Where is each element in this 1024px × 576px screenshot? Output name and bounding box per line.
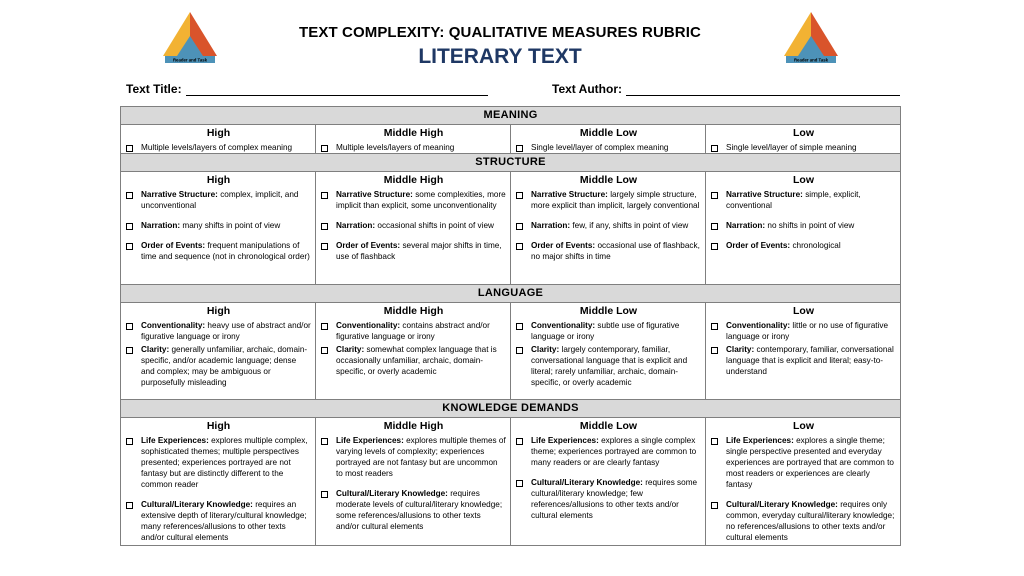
criterion-description: contains abstract and/or figurative language or irony: [336, 321, 490, 341]
text-author-label: Text Author:: [552, 82, 622, 96]
checkbox-icon[interactable]: [711, 323, 718, 330]
criterion-item[interactable]: [126, 435, 311, 490]
criterion-description: frequent manipulations of time and sequence (not in chronological order): [141, 241, 310, 261]
criterion-label: Cultural/Literary Knowledge:: [141, 500, 253, 509]
level-heading: Middle Low: [579, 174, 638, 186]
checkbox-icon[interactable]: [321, 243, 328, 250]
criterion-text: [531, 142, 668, 153]
criterion-description: somewhat complex language that is occasionally unfamiliar, archaic, domain-specific, or overly academic: [336, 345, 497, 376]
criterion-description: Single level/layer of complex meaning: [531, 143, 669, 152]
checkbox-icon[interactable]: [126, 347, 133, 354]
criterion-label: Order of Events:: [141, 241, 206, 250]
rubric-cell: [316, 172, 511, 285]
text-title-label: Text Title:: [126, 82, 182, 96]
section-header-meaning: MEANING: [121, 107, 901, 125]
criterion-description: heavy use of abstract and/or figurative language or irony: [141, 321, 311, 341]
level-heading: Low: [793, 174, 815, 186]
level-heading: Low: [793, 420, 815, 432]
criterion-item[interactable]: [516, 220, 701, 231]
criterion-label: Order of Events:: [531, 241, 596, 250]
criterion-label: Clarity:: [726, 345, 755, 354]
criterion-item[interactable]: [126, 240, 311, 262]
level-heading: Middle High: [383, 127, 444, 139]
criterion-text: [726, 344, 896, 377]
checkbox-icon[interactable]: [711, 223, 718, 230]
criterion-label: Conventionality:: [141, 321, 206, 330]
rubric-cell: [511, 303, 706, 400]
level-heading: High: [206, 305, 231, 317]
checkbox-icon[interactable]: [126, 438, 133, 445]
level-heading: Middle Low: [579, 127, 638, 139]
criterion-label: Cultural/Literary Knowledge:: [336, 489, 448, 498]
checkbox-icon[interactable]: [321, 223, 328, 230]
criterion-item[interactable]: [516, 435, 701, 468]
criterion-description: Single level/layer of simple meaning: [726, 143, 857, 152]
criterion-item[interactable]: [711, 344, 896, 377]
level-heading: Middle Low: [579, 305, 638, 317]
criterion-label: Cultural/Literary Knowledge:: [531, 478, 643, 487]
criterion-text: [141, 344, 311, 388]
criterion-description: several major shifts in time, use of flashback: [336, 241, 502, 261]
criterion-item[interactable]: [126, 189, 311, 211]
criterion-label: Cultural/Literary Knowledge:: [726, 500, 838, 509]
checkbox-icon[interactable]: [321, 192, 328, 199]
rubric-cell: [511, 418, 706, 546]
checkbox-icon[interactable]: [126, 323, 133, 330]
criterion-text: [531, 189, 701, 211]
checkbox-icon[interactable]: [126, 223, 133, 230]
criterion-description: occasional shifts in point of view: [377, 221, 494, 230]
criterion-label: Conventionality:: [336, 321, 401, 330]
level-heading: High: [206, 174, 231, 186]
criterion-label: Life Experiences:: [531, 436, 599, 445]
criterion-item[interactable]: [516, 189, 701, 211]
text-title-line[interactable]: [186, 82, 488, 96]
criterion-description: requires some cultural/literary knowledge; few references/allusions to other texts and/or cultural elements: [531, 478, 698, 520]
criterion-item[interactable]: [711, 320, 896, 342]
criterion-item[interactable]: [711, 220, 896, 231]
rubric-cell: [706, 418, 901, 546]
criterion-text: [336, 142, 454, 153]
criterion-text: [531, 477, 701, 521]
criterion-text: [726, 435, 896, 490]
criterion-item[interactable]: [321, 142, 506, 153]
criterion-item[interactable]: [126, 220, 311, 231]
criterion-text: [141, 142, 292, 153]
checkbox-icon[interactable]: [711, 347, 718, 354]
checkbox-icon[interactable]: [711, 192, 718, 199]
criterion-label: Conventionality:: [531, 321, 596, 330]
criterion-text: [336, 320, 506, 342]
criterion-text: [726, 499, 896, 543]
criterion-text: [141, 220, 280, 231]
criterion-text: [726, 142, 857, 153]
criterion-description: complex, implicit, and unconventional: [141, 190, 299, 210]
rubric-cell: [706, 125, 901, 154]
criterion-item[interactable]: [711, 499, 896, 543]
level-heading: Middle Low: [579, 420, 638, 432]
level-heading: Middle High: [383, 420, 444, 432]
criterion-description: occasional use of flashback, no major shifts in time: [531, 241, 700, 261]
criterion-label: Clarity:: [531, 345, 560, 354]
criterion-description: no shifts in point of view: [767, 221, 855, 230]
criterion-description: requires moderate levels of cultural/literary knowledge; some references/allusions to other texts and/or cultural elements: [336, 489, 503, 531]
criterion-item[interactable]: [126, 320, 311, 342]
level-heading: Middle High: [383, 305, 444, 317]
text-author-line[interactable]: [626, 82, 900, 96]
checkbox-icon[interactable]: [516, 243, 523, 250]
criterion-description: generally unfamiliar, archaic, domain-specific, and/or academic language; dense and complex; may be ambiguous or purposefully misleading: [141, 345, 308, 387]
criterion-item[interactable]: [126, 499, 311, 543]
checkbox-icon[interactable]: [516, 480, 523, 487]
criterion-item[interactable]: [321, 344, 506, 377]
section-header-knowledge: KNOWLEDGE DEMANDS: [121, 400, 901, 418]
criterion-item[interactable]: [321, 189, 506, 211]
criterion-description: explores multiple complex, sophisticated themes; multiple perspectives presented; experiences portrayed are not fantasy but are distinctly different to the common reader: [141, 436, 308, 489]
section-header-language: LANGUAGE: [121, 285, 901, 303]
criterion-description: some complexities, more implicit than explicit, some unconventionality: [336, 190, 506, 210]
criterion-text: [531, 240, 701, 262]
checkbox-icon[interactable]: [711, 243, 718, 250]
rubric-row-knowledge: [121, 418, 901, 546]
checkbox-icon[interactable]: [711, 438, 718, 445]
svg-text:Reader and Task: Reader and Task: [172, 57, 208, 63]
level-heading: Middle High: [383, 174, 444, 186]
criterion-item[interactable]: [711, 240, 896, 251]
criterion-text: [531, 320, 701, 342]
level-heading: High: [206, 420, 231, 432]
criterion-item[interactable]: [126, 142, 311, 153]
criterion-description: requires an extensive depth of literary/cultural knowledge; many references/allusions to other texts and/or cultural elements: [141, 500, 307, 542]
section-header-structure: STRUCTURE: [121, 154, 901, 172]
checkbox-icon[interactable]: [516, 438, 523, 445]
criterion-text: [726, 320, 896, 342]
criterion-description: Multiple levels/layers of complex meaning: [141, 143, 293, 152]
criterion-text: [141, 435, 311, 490]
criterion-text: [336, 189, 506, 211]
checkbox-icon[interactable]: [321, 347, 328, 354]
logo-triangle-right: [776, 10, 846, 66]
checkbox-icon[interactable]: [516, 192, 523, 199]
level-heading: Low: [793, 127, 815, 139]
svg-text:Reader and Task: Reader and Task: [793, 57, 829, 63]
rubric-cell: [121, 125, 316, 154]
rubric-cell: [511, 125, 706, 154]
criterion-text: [726, 189, 896, 211]
rubric-subtitle: LITERARY TEXT: [418, 45, 582, 68]
checkbox-icon[interactable]: [126, 145, 133, 152]
criterion-item[interactable]: [126, 344, 311, 388]
criterion-description: explores multiple themes of varying levels of complexity; experiences portrayed are not fantasy but are uncommon to most readers: [336, 436, 506, 478]
checkbox-icon[interactable]: [321, 438, 328, 445]
criterion-description: many shifts in point of view: [182, 221, 281, 230]
criterion-description: Multiple levels/layers of meaning: [336, 143, 455, 152]
criterion-item[interactable]: [516, 240, 701, 262]
criterion-text: [141, 320, 311, 342]
criterion-description: chronological: [792, 241, 841, 250]
rubric-table: [120, 106, 901, 546]
criterion-description: little or no use of figurative language or irony: [726, 321, 888, 341]
checkbox-icon[interactable]: [321, 323, 328, 330]
checkbox-icon[interactable]: [321, 145, 328, 152]
criterion-label: Order of Events:: [336, 241, 401, 250]
checkbox-icon[interactable]: [711, 502, 718, 509]
criterion-item[interactable]: [516, 344, 701, 388]
criterion-description: largely simple structure, more explicit than implicit, largely conventional: [531, 190, 700, 210]
text-title-field[interactable]: [126, 82, 488, 96]
criterion-label: Clarity:: [141, 345, 170, 354]
criterion-item[interactable]: [321, 220, 506, 231]
rubric-row-structure: [121, 172, 901, 285]
level-heading: Low: [793, 305, 815, 317]
checkbox-icon[interactable]: [516, 347, 523, 354]
checkbox-icon[interactable]: [126, 243, 133, 250]
criterion-text: [726, 240, 841, 251]
criterion-label: Conventionality:: [726, 321, 791, 330]
criterion-text: [531, 344, 701, 388]
rubric-cell: [511, 172, 706, 285]
checkbox-icon[interactable]: [516, 223, 523, 230]
criterion-label: Narration:: [336, 221, 376, 230]
criterion-description: largely contemporary, familiar, conversational language that is explicit and literal; rarely unfamiliar, archaic, domain-specific, or overly academic: [531, 345, 688, 387]
rubric-cell: [121, 418, 316, 546]
criterion-label: Narration:: [141, 221, 181, 230]
checkbox-icon[interactable]: [516, 323, 523, 330]
criterion-text: [336, 488, 506, 532]
checkbox-icon[interactable]: [711, 145, 718, 152]
criterion-description: few, if any, shifts in point of view: [572, 221, 689, 230]
criterion-item[interactable]: [516, 477, 701, 521]
criterion-description: requires only common, everyday cultural/literary knowledge; no references/allusions to other texts and/or cultural elements: [726, 500, 895, 542]
criterion-text: [336, 344, 506, 377]
checkbox-icon[interactable]: [126, 502, 133, 509]
level-heading: High: [206, 127, 231, 139]
checkbox-icon[interactable]: [321, 491, 328, 498]
criterion-text: [336, 435, 506, 479]
rubric-cell: [121, 303, 316, 400]
checkbox-icon[interactable]: [126, 192, 133, 199]
criterion-description: contemporary, familiar, conversational language that is explicit and literal; easy-to-understand: [726, 345, 894, 376]
criterion-description: explores a single complex theme; experiences portrayed are common to many readers or are clearly fantasy: [531, 436, 697, 467]
criterion-label: Narrative Structure:: [726, 190, 803, 199]
criterion-description: simple, explicit, conventional: [726, 190, 861, 210]
criterion-text: [141, 189, 311, 211]
rubric-cell: [316, 303, 511, 400]
criterion-label: Order of Events:: [726, 241, 791, 250]
logo-triangle-left: [155, 10, 225, 66]
criterion-label: Narration:: [531, 221, 571, 230]
criterion-label: Narrative Structure:: [336, 190, 413, 199]
checkbox-icon[interactable]: [516, 145, 523, 152]
criterion-item[interactable]: [711, 142, 896, 153]
criterion-item[interactable]: [516, 320, 701, 342]
criterion-item[interactable]: [321, 240, 506, 262]
criterion-item[interactable]: [321, 320, 506, 342]
criterion-label: Narrative Structure:: [531, 190, 608, 199]
rubric-title: TEXT COMPLEXITY: QUALITATIVE MEASURES RUBRIC: [299, 24, 701, 41]
criterion-text: [336, 220, 494, 231]
criterion-text: [141, 499, 311, 543]
rubric-cell: [706, 172, 901, 285]
criterion-item[interactable]: [321, 488, 506, 532]
criterion-label: Narration:: [726, 221, 766, 230]
criterion-item[interactable]: [516, 142, 701, 153]
criterion-text: [141, 240, 311, 262]
criterion-text: [726, 220, 854, 231]
criterion-item[interactable]: [711, 435, 896, 490]
criterion-item[interactable]: [711, 189, 896, 211]
rubric-row-meaning: [121, 125, 901, 154]
rubric-cell: [316, 418, 511, 546]
criterion-text: [336, 240, 506, 262]
criterion-text: [531, 435, 701, 468]
criterion-label: Clarity:: [336, 345, 365, 354]
rubric-cell: [706, 303, 901, 400]
rubric-cell: [316, 125, 511, 154]
criterion-item[interactable]: [321, 435, 506, 479]
criterion-description: subtle use of figurative language or irony: [531, 321, 680, 341]
text-author-field[interactable]: [552, 82, 900, 96]
criterion-label: Life Experiences:: [336, 436, 404, 445]
criterion-label: Narrative Structure:: [141, 190, 218, 199]
rubric-row-language: [121, 303, 901, 400]
criterion-label: Life Experiences:: [726, 436, 794, 445]
criterion-label: Life Experiences:: [141, 436, 209, 445]
criterion-text: [531, 220, 688, 231]
criterion-description: explores a single theme; single perspective presented and everyday experiences are portrayed that are common to most readers or experiences are clearly fantasy: [726, 436, 894, 489]
rubric-cell: [121, 172, 316, 285]
